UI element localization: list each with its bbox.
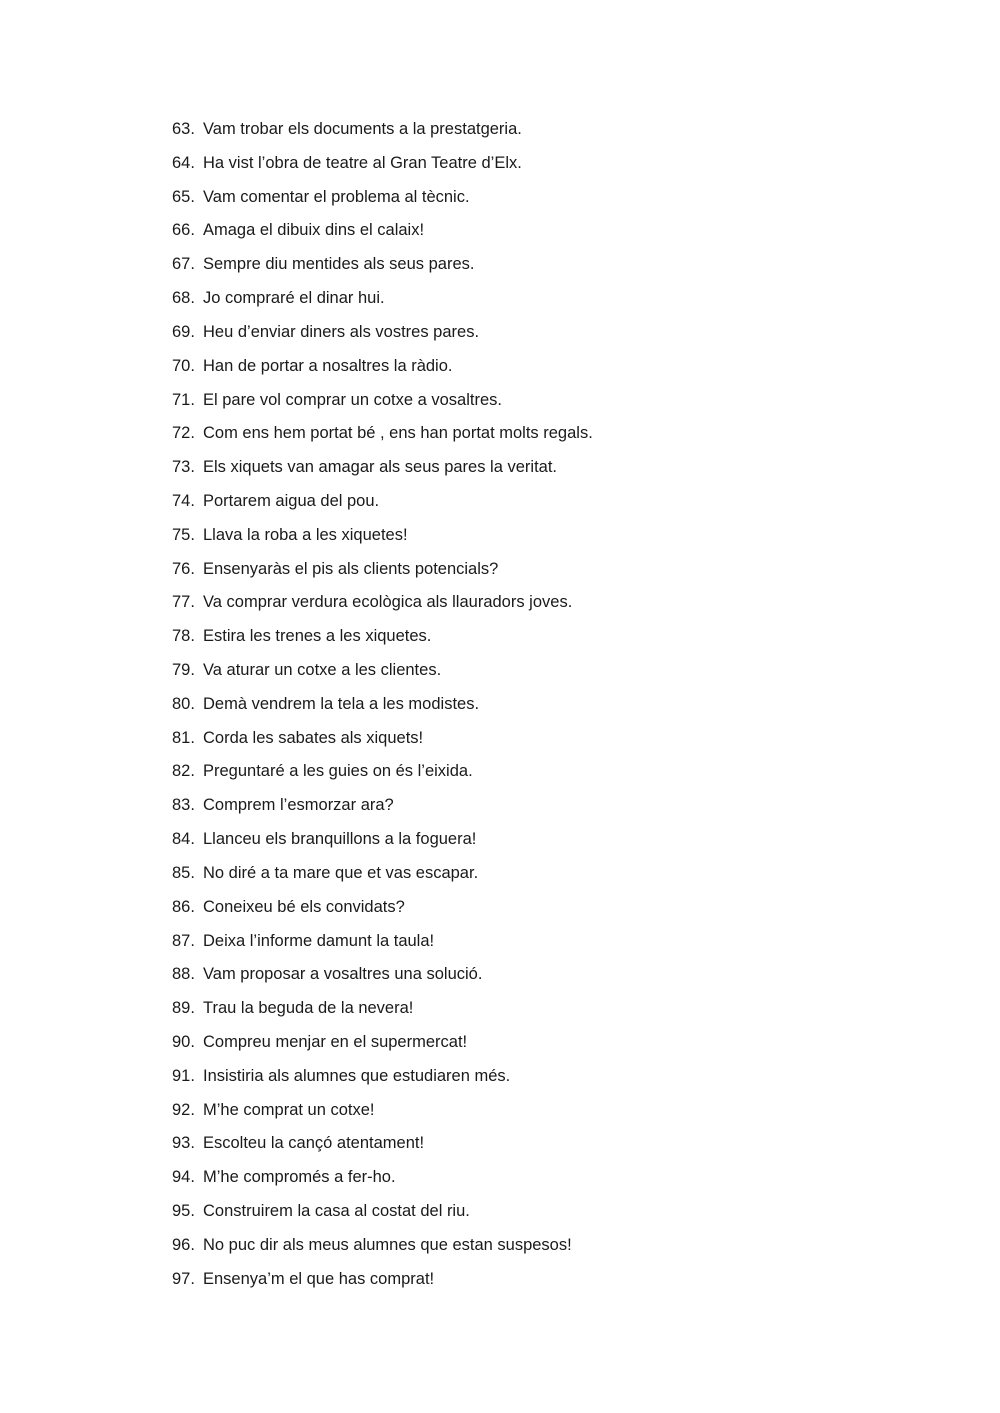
item-text: Construirem la casa al costat del riu. [203, 1202, 470, 1220]
item-text: Va aturar un cotxe a les clientes. [203, 661, 442, 679]
item-text: Els xiquets van amagar als seus pares la veritat. [203, 458, 558, 477]
item-text: Va comprar verdura ecològica als llauradors joves. [203, 593, 573, 612]
item-number: 93. [172, 1134, 195, 1153]
item-text: Amaga el dibuix dins el calaix! [203, 221, 425, 240]
item-text: No puc dir als meus alumnes que estan suspesos! [203, 1235, 572, 1254]
item-number: 87. [172, 931, 195, 950]
list-item [172, 624, 593, 658]
item-text: Portarem aigua del pou. [203, 491, 380, 510]
item-text: Corda les sabates als xiquets! [203, 728, 424, 747]
list-item [172, 151, 593, 185]
list-item [172, 1064, 593, 1098]
list-item [172, 895, 593, 929]
item-text: Comprem l’esmorzar ara? [203, 796, 394, 815]
list-item [172, 421, 593, 455]
list-item [172, 793, 593, 827]
item-number: 70. [172, 356, 195, 375]
item-number: 88. [172, 965, 195, 984]
item-text: El pare vol comprar un cotxe a vosaltres. [203, 390, 502, 409]
list-item [172, 996, 593, 1030]
item-number: 74. [172, 491, 195, 510]
list-item [172, 590, 593, 624]
item-text: Deixa l’informe damunt la taula! [203, 931, 435, 950]
list-item [172, 861, 593, 895]
item-text: Estira les trenes a les xiquetes. [203, 627, 432, 646]
item-number: 85. [172, 863, 195, 882]
item-number: 81. [172, 728, 195, 747]
item-number: 64. [172, 153, 195, 172]
item-number: 71. [172, 390, 195, 409]
item-number: 76. [172, 559, 195, 578]
item-text: Ha vist l’obra de teatre al Gran Teatre d’Elx. [203, 153, 522, 172]
item-number: 92. [172, 1100, 195, 1119]
list-item [172, 388, 593, 422]
list-item [172, 252, 593, 286]
item-number: 79. [172, 661, 195, 679]
item-text: Demà vendrem la tela a les modistes. [203, 694, 480, 713]
list-item [172, 354, 593, 388]
list-item [172, 286, 593, 320]
item-number: 86. [172, 897, 195, 916]
list-item [172, 726, 593, 760]
list-item [172, 1131, 593, 1165]
list-item [172, 1165, 593, 1199]
sentence-list [172, 117, 593, 1300]
item-text: Ensenyaràs el pis als clients potencials? [203, 559, 499, 578]
item-text: Coneixeu bé els convidats? [203, 897, 405, 916]
item-number: 95. [172, 1202, 195, 1220]
item-number: 72. [172, 424, 195, 443]
list-item [172, 523, 593, 557]
list-item [172, 658, 593, 692]
item-number: 97. [172, 1269, 195, 1288]
list-item [172, 557, 593, 591]
item-text: Ensenya’m el que has comprat! [203, 1269, 435, 1288]
item-number: 80. [172, 694, 195, 713]
item-text: Han de portar a nosaltres la ràdio. [203, 356, 453, 375]
item-number: 63. [172, 120, 195, 138]
item-text: M’he compromés a fer-ho. [203, 1168, 396, 1187]
list-item [172, 455, 593, 489]
list-item [172, 218, 593, 252]
list-item [172, 759, 593, 793]
item-text: Jo compraré el dinar hui. [203, 289, 385, 308]
item-text: Vam comentar el problema al tècnic. [203, 187, 470, 206]
item-number: 89. [172, 999, 195, 1018]
item-text: Preguntaré a les guies on és l’eixida. [203, 762, 473, 781]
item-number: 67. [172, 255, 195, 274]
list-item [172, 185, 593, 219]
list-item [172, 929, 593, 963]
item-number: 83. [172, 796, 195, 815]
item-text: No diré a ta mare que et vas escapar. [203, 863, 479, 882]
item-number: 73. [172, 458, 195, 477]
list-item [172, 827, 593, 861]
item-number: 75. [172, 525, 195, 544]
item-text: Vam proposar a vosaltres una solució. [203, 965, 483, 984]
item-number: 66. [172, 221, 195, 240]
item-number: 91. [172, 1066, 195, 1085]
item-text: Vam trobar els documents a la prestatgeria. [203, 120, 522, 138]
item-number: 68. [172, 289, 195, 308]
list-item [172, 1030, 593, 1064]
list-item [172, 1267, 593, 1301]
item-number: 90. [172, 1032, 195, 1051]
item-text: Com ens hem portat bé , ens han portat molts regals. [203, 424, 593, 443]
item-number: 69. [172, 322, 195, 341]
item-text: Heu d’enviar diners als vostres pares. [203, 322, 480, 341]
item-text: Llanceu els branquillons a la foguera! [203, 830, 477, 849]
item-text: Escolteu la cançó atentament! [203, 1134, 425, 1153]
list-item [172, 489, 593, 523]
item-text: Insistiria als alumnes que estudiaren més. [203, 1066, 511, 1085]
item-number: 65. [172, 187, 195, 206]
item-number: 96. [172, 1235, 195, 1254]
list-item [172, 692, 593, 726]
item-text: Compreu menjar en el supermercat! [203, 1032, 468, 1051]
list-item [172, 117, 593, 151]
item-number: 94. [172, 1168, 195, 1187]
list-item [172, 962, 593, 996]
list-item [172, 320, 593, 354]
item-number: 82. [172, 762, 195, 781]
list-item [172, 1199, 593, 1233]
item-number: 78. [172, 627, 195, 646]
list-item [172, 1098, 593, 1132]
item-text: Llava la roba a les xiquetes! [203, 525, 408, 544]
item-number: 77. [172, 593, 195, 612]
item-number: 84. [172, 830, 195, 849]
list-item [172, 1233, 593, 1267]
item-text: Trau la beguda de la nevera! [203, 999, 414, 1018]
item-text: M’he comprat un cotxe! [203, 1100, 375, 1119]
item-text: Sempre diu mentides als seus pares. [203, 255, 475, 274]
